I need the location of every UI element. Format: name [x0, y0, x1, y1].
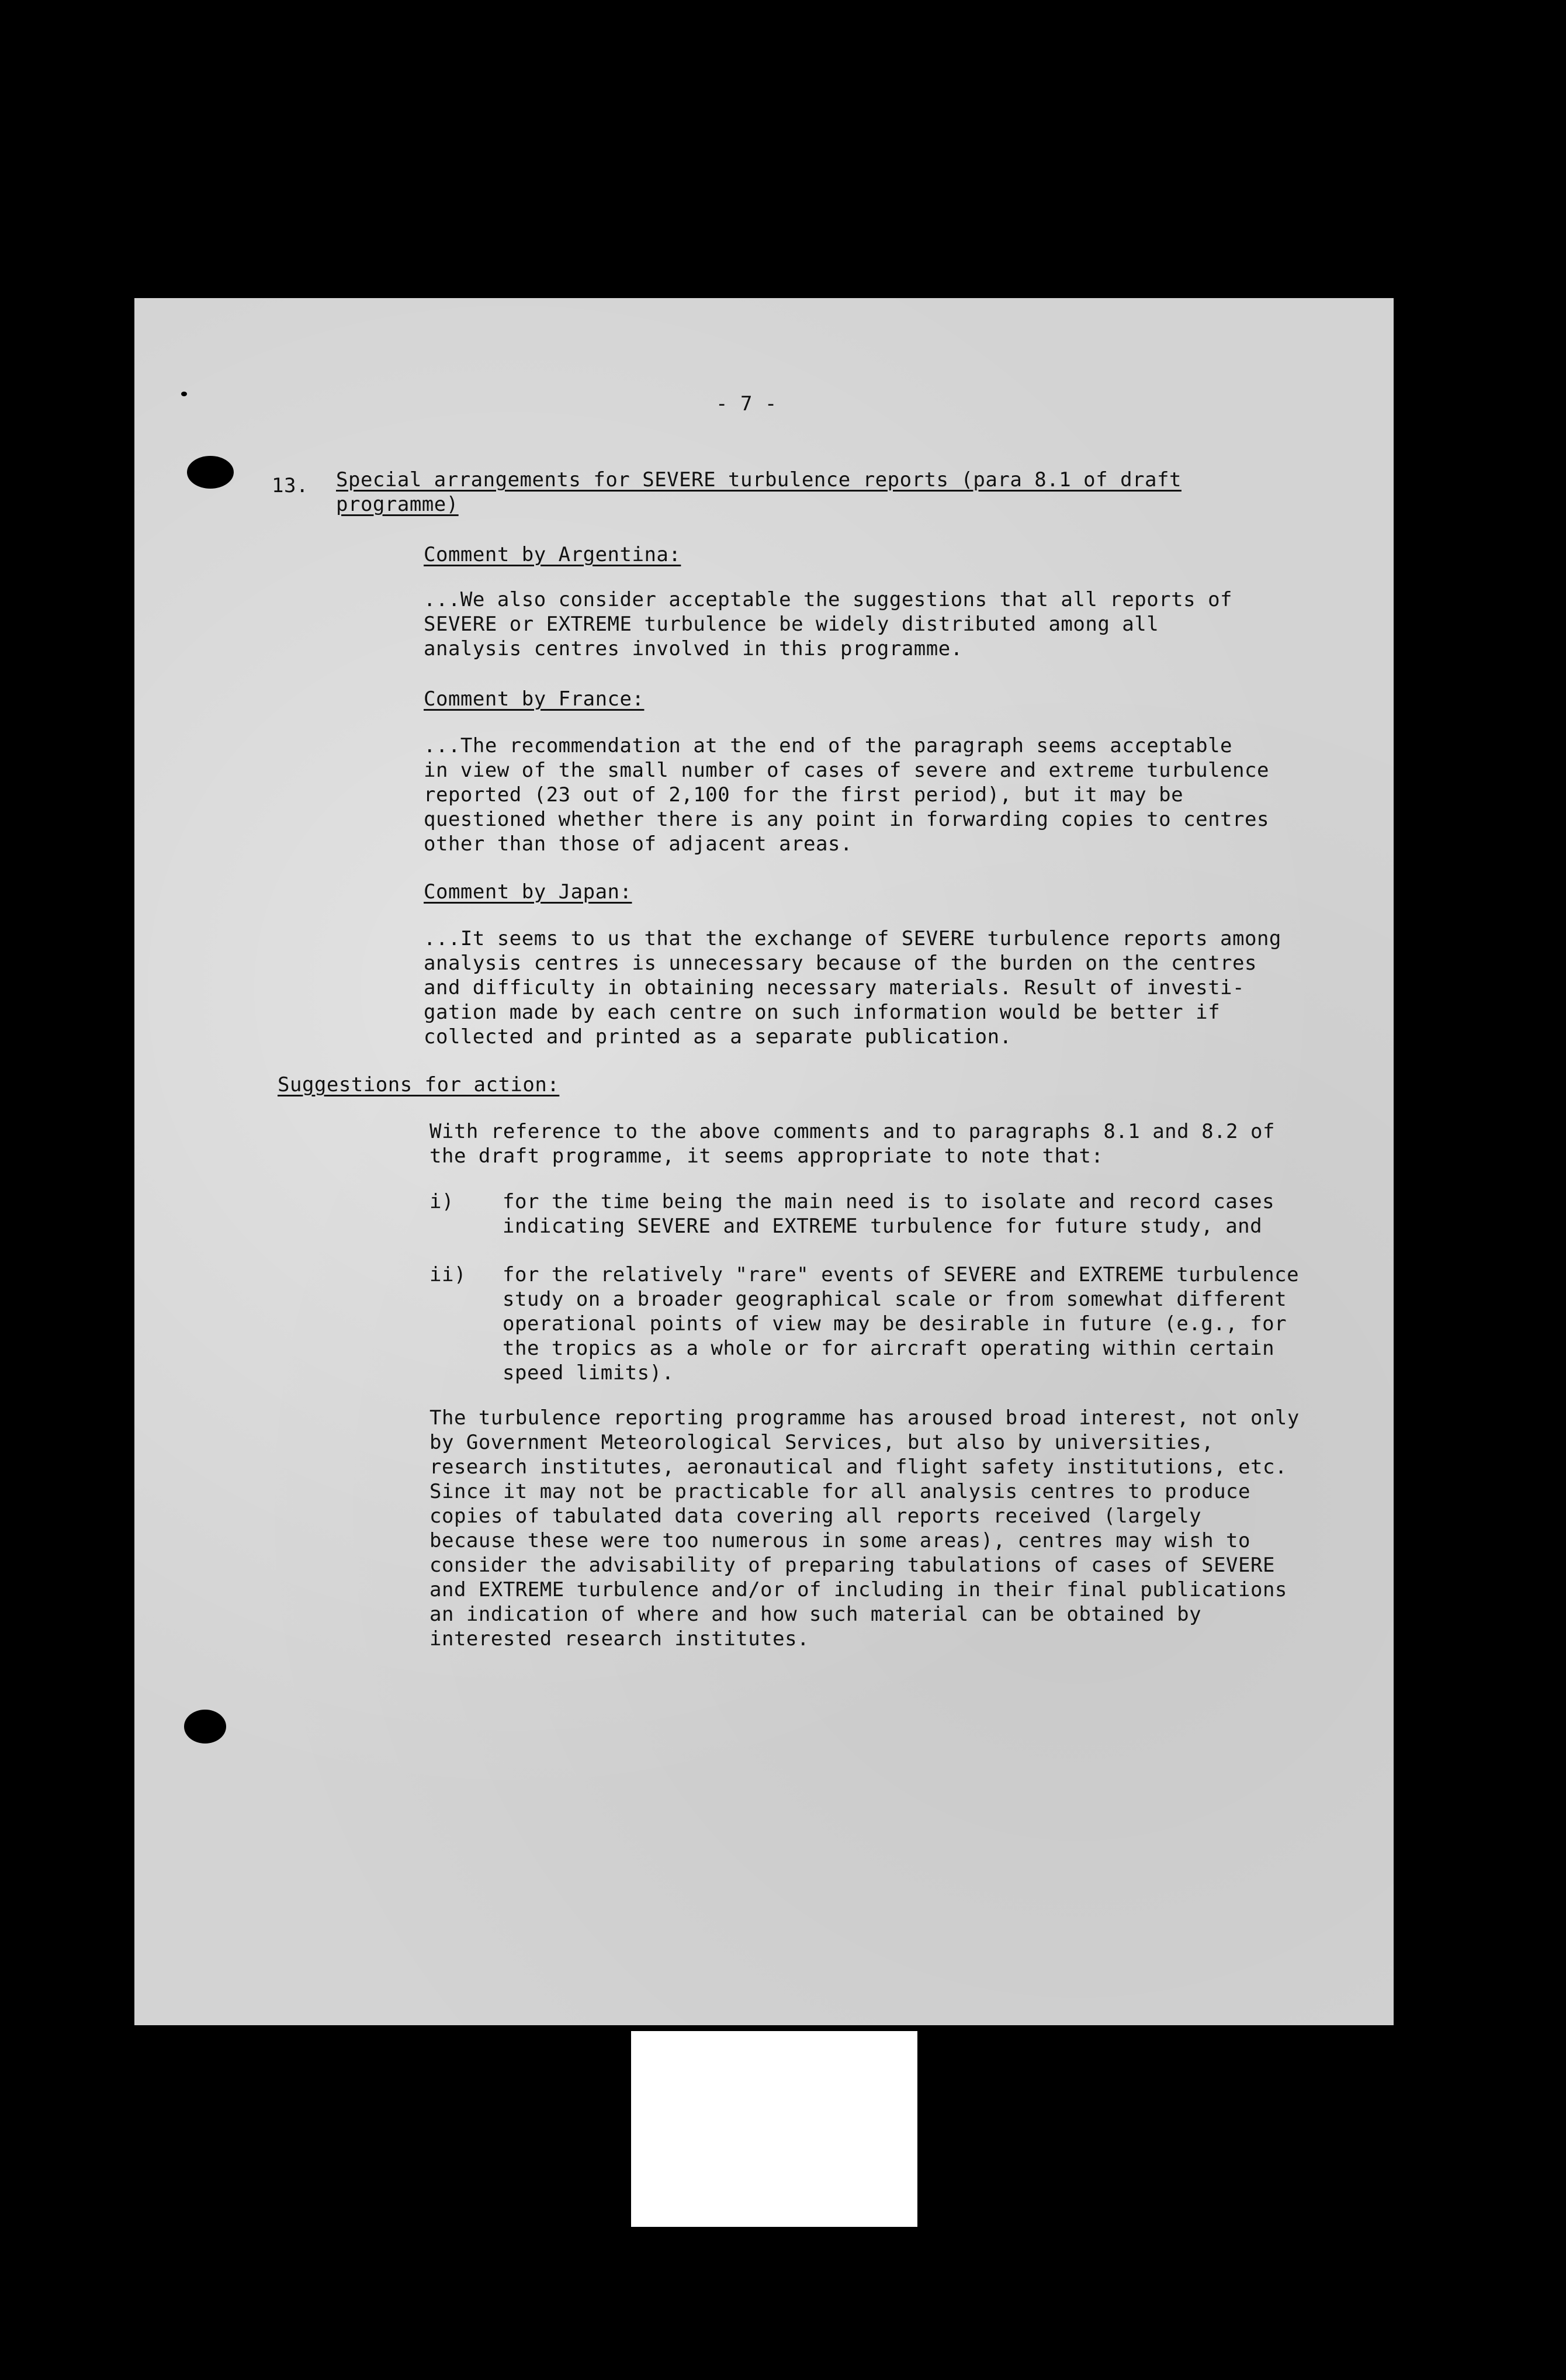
punch-hole-bottom — [184, 1710, 226, 1744]
punch-hole-top — [187, 456, 234, 489]
text-line: the draft programme, it seems appropriate to note that: — [429, 1144, 1104, 1168]
text-line: analysis centres involved in this programme. — [424, 637, 963, 660]
blank-label-card — [631, 2031, 917, 2227]
text-line: SEVERE or EXTREME turbulence be widely distributed among all — [424, 613, 1159, 636]
document-page — [134, 298, 1394, 2025]
comment-heading-france: Comment by France: — [424, 687, 645, 711]
section-heading-line-1: Special arrangements for SEVERE turbulence reports (para 8.1 of draft — [336, 468, 1182, 492]
text-line: analysis centres is unnecessary because of the burden on the centres — [424, 952, 1257, 975]
comment-heading-argentina: Comment by Argentina: — [424, 543, 681, 566]
text-line: Since it may not be practicable for all analysis centres to produce — [429, 1480, 1250, 1503]
text-line: because these were too numerous in some areas), centres may wish to — [429, 1529, 1250, 1552]
text-line: The turbulence reporting programme has aroused broad interest, not only — [429, 1406, 1300, 1430]
text-line: for the relatively "rare" events of SEVERE and EXTREME turbulence — [503, 1263, 1300, 1286]
section-heading-line-2: programme) — [336, 493, 459, 516]
text-line: speed limits). — [503, 1361, 674, 1385]
text-line: With reference to the above comments and to paragraphs 8.1 and 8.2 of — [429, 1120, 1275, 1143]
text-line: collected and printed as a separate publication. — [424, 1025, 1012, 1049]
text-line: reported (23 out of 2,100 for the first period), but it may be — [424, 783, 1184, 807]
page-number: - 7 - — [716, 392, 777, 416]
list-item-ii — [503, 1262, 1299, 1385]
text-line: other than those of adjacent areas. — [424, 832, 853, 856]
comment-body-france — [424, 734, 1269, 856]
text-line: and EXTREME turbulence and/or of including in their final publications — [429, 1578, 1287, 1601]
list-marker-ii: ii) — [429, 1263, 466, 1286]
text-line: for the time being the main need is to isolate and record cases — [503, 1190, 1275, 1213]
bleed-through-text — [479, 1853, 1063, 1859]
text-line: indicating SEVERE and EXTREME turbulence for future study, and — [503, 1215, 1263, 1238]
comment-body-argentina — [424, 587, 1232, 661]
suggestions-closing — [429, 1406, 1300, 1651]
text-line: ...It seems to us that the exchange of SEVERE turbulence reports among — [424, 927, 1281, 950]
section-number: 13. — [272, 474, 309, 497]
text-line: ...The recommendation at the end of the paragraph seems acceptable — [424, 734, 1233, 757]
comment-body-japan — [424, 926, 1281, 1049]
text-line: ...We also consider acceptable the suggestions that all reports of — [424, 588, 1233, 611]
list-item-i — [503, 1189, 1274, 1239]
text-line: gation made by each centre on such information would be better if — [424, 1001, 1221, 1024]
text-line: an indication of where and how such material can be obtained by — [429, 1603, 1202, 1626]
ink-mark — [181, 392, 187, 396]
text-line: interested research institutes. — [429, 1627, 810, 1651]
comment-heading-japan: Comment by Japan: — [424, 880, 632, 904]
list-marker-i: i) — [429, 1190, 454, 1213]
text-line: the tropics as a whole or for aircraft operating within certain — [503, 1337, 1275, 1360]
text-line: copies of tabulated data covering all reports received (largely — [429, 1504, 1202, 1528]
text-line: and difficulty in obtaining necessary materials. Result of investi- — [424, 976, 1245, 999]
text-line: study on a broader geographical scale or from somewhat different — [503, 1288, 1287, 1311]
suggestions-heading: Suggestions for action: — [278, 1073, 560, 1096]
suggestions-intro — [429, 1119, 1275, 1168]
text-line: questioned whether there is any point in forwarding copies to centres — [424, 808, 1269, 831]
text-line: in view of the small number of cases of severe and extreme turbulence — [424, 759, 1269, 782]
text-line: consider the advisability of preparing tabulations of cases of SEVERE — [429, 1554, 1275, 1577]
text-line: by Government Meteorological Services, but also by universities, — [429, 1431, 1214, 1454]
text-line: operational points of view may be desirable in future (e.g., for — [503, 1312, 1287, 1336]
text-line: research institutes, aeronautical and flight safety institutions, etc. — [429, 1455, 1287, 1479]
